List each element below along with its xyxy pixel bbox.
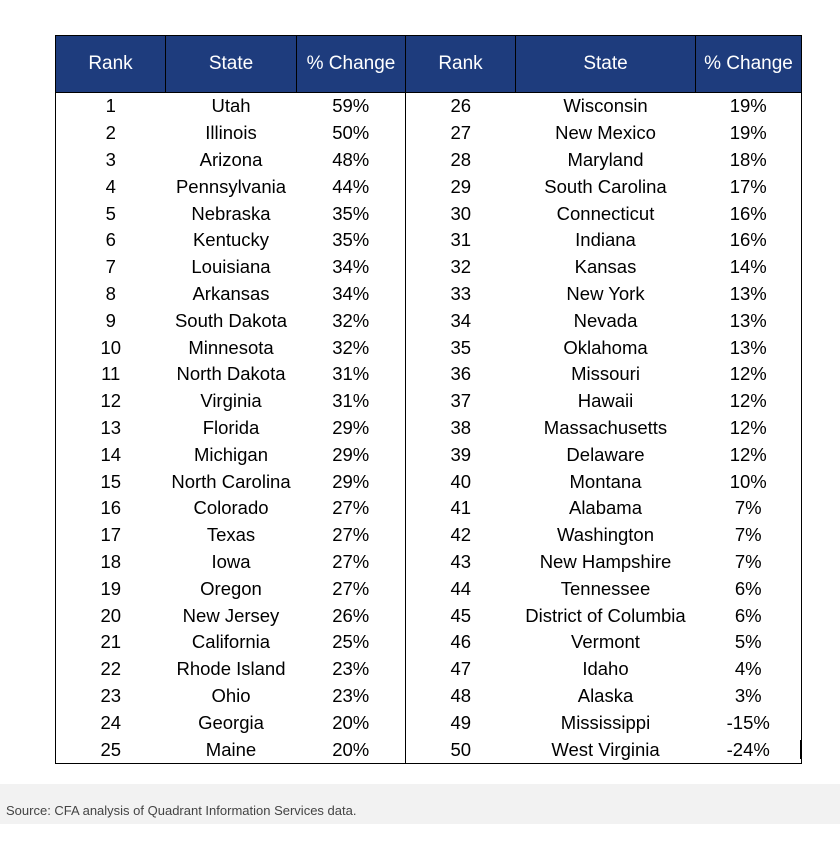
change-cell: 12% [696,388,802,415]
change-cell: 32% [332,309,370,331]
state-cell: Texas [206,524,256,546]
state-cell: California [191,631,271,653]
state-ranking-table-container [55,35,801,759]
table-row [56,549,802,576]
state-cell: North Dakota [176,363,286,385]
rank-cell: 29 [406,173,516,200]
change-cell: 23% [332,658,370,680]
header-state-right: State [516,36,696,93]
rank-cell: 49 [406,709,516,736]
state-cell: Michigan [193,443,269,465]
state-cell: Nevada [573,309,638,331]
table-row [56,575,802,602]
change-cell: 20% [332,711,370,733]
rank-cell: 36 [406,361,516,388]
rank-cell: 22 [56,656,166,683]
change-cell: 34% [332,256,370,278]
rank-cell: 16 [56,495,166,522]
state-cell: Oregon [200,577,262,599]
rank-cell: 7 [56,254,166,281]
table-row [56,120,802,147]
table-row [56,683,802,710]
change-cell: 20% [297,736,406,763]
table-row [56,361,802,388]
header-state-left: State [166,36,297,93]
change-cell: -15% [696,709,802,736]
change-cell: -24% [696,736,802,763]
change-cell: 13% [696,334,802,361]
table-row [56,147,802,174]
state-cell: Ohio [211,684,251,706]
state-cell: North Carolina [171,470,291,492]
change-cell: 34% [332,282,370,304]
change-cell: 32% [332,336,370,358]
change-cell: 10% [696,468,802,495]
change-cell: 17% [696,173,802,200]
state-cell: Tennessee [560,577,651,599]
change-cell: 6% [696,602,802,629]
rank-cell: 50 [406,736,516,763]
rank-cell: 4 [56,173,166,200]
rank-cell: 43 [406,549,516,576]
table-edge-mark [800,740,802,759]
state-cell: Iowa [211,550,251,572]
rank-cell: 42 [406,522,516,549]
state-cell: Kansas [574,256,637,278]
rank-cell: 10 [56,334,166,361]
change-cell: 59% [332,95,370,117]
change-cell: 19% [696,120,802,147]
rank-cell: 18 [56,549,166,576]
rank-cell: 5 [56,200,166,227]
change-cell: 13% [696,281,802,308]
change-cell: 29% [332,443,370,465]
table-row [56,415,802,442]
header-change-left: % Change [297,36,406,93]
state-cell: Alabama [568,497,642,519]
change-cell: 35% [332,229,370,251]
state-cell: Nebraska [191,202,271,224]
state-cell: Pennsylvania [175,175,287,197]
source-note: Source: CFA analysis of Quadrant Information Services data. [6,803,357,818]
table-row [56,334,802,361]
state-cell: Maine [166,736,297,763]
change-cell: 7% [696,522,802,549]
header-change-right: % Change [696,36,802,93]
rank-cell: 38 [406,415,516,442]
rank-cell: 13 [56,415,166,442]
rank-cell: 31 [406,227,516,254]
state-cell: Montana [569,470,642,492]
table-row [56,522,802,549]
state-cell: New Hampshire [539,550,672,572]
change-cell: 19% [696,93,802,120]
rank-cell: 8 [56,281,166,308]
rank-cell: 23 [56,683,166,710]
change-cell: 29% [332,416,370,438]
rank-cell: 34 [406,307,516,334]
rank-cell: 25 [56,736,166,763]
change-cell: 7% [696,549,802,576]
state-cell: Virginia [200,390,262,412]
rank-cell: 40 [406,468,516,495]
state-cell: Georgia [198,711,264,733]
change-cell: 27% [332,550,370,572]
rank-cell: 21 [56,629,166,656]
change-cell: 35% [332,202,370,224]
rank-cell: 41 [406,495,516,522]
change-cell: 50% [332,122,370,144]
rank-cell: 6 [56,227,166,254]
state-cell: Delaware [566,443,645,465]
table-row [56,602,802,629]
rank-cell: 2 [56,120,166,147]
state-cell: Indiana [575,229,636,251]
state-cell: Hawaii [577,390,634,412]
state-cell: New Mexico [555,122,656,144]
change-cell: 7% [696,495,802,522]
rank-cell: 20 [56,602,166,629]
state-cell: Arkansas [192,282,270,304]
state-cell: New Jersey [182,604,280,626]
table-row [56,709,802,736]
rank-cell: 47 [406,656,516,683]
change-cell: 18% [696,147,802,174]
rank-cell: 12 [56,388,166,415]
rank-cell: 45 [406,602,516,629]
change-cell: 12% [696,441,802,468]
rank-cell: 27 [406,120,516,147]
rank-cell: 37 [406,388,516,415]
state-cell: South Dakota [174,309,288,331]
change-cell: 29% [332,470,370,492]
state-cell: Minnesota [188,336,274,358]
state-cell: Idaho [582,658,629,680]
rank-cell: 11 [56,361,166,388]
table-row [56,441,802,468]
table-row [56,656,802,683]
rank-cell: 1 [56,93,166,120]
rank-cell: 32 [406,254,516,281]
table-body [56,93,802,764]
rank-cell: 3 [56,147,166,174]
state-cell: Oklahoma [563,336,648,358]
state-cell: Louisiana [191,256,271,278]
state-cell: West Virginia [516,736,696,763]
change-cell: 5% [696,629,802,656]
change-cell: 12% [696,361,802,388]
state-cell: Kentucky [192,229,270,251]
change-cell: 26% [332,604,370,626]
state-cell: Arizona [199,148,263,170]
change-cell: 16% [696,227,802,254]
state-cell: Vermont [571,631,640,653]
table-row [56,495,802,522]
rank-cell: 24 [56,709,166,736]
table-row [56,254,802,281]
rank-cell: 17 [56,522,166,549]
rank-cell: 44 [406,575,516,602]
rank-cell: 19 [56,575,166,602]
state-cell: Colorado [193,497,269,519]
table-row [56,227,802,254]
change-cell: 27% [332,497,370,519]
state-cell: Massachusetts [543,416,668,438]
change-cell: 31% [332,363,370,385]
rank-cell: 33 [406,281,516,308]
header-rank-left: Rank [56,36,166,93]
change-cell: 14% [696,254,802,281]
header-row [56,36,802,93]
table-row [56,629,802,656]
rank-cell: 14 [56,441,166,468]
change-cell: 44% [332,175,370,197]
state-cell: Connecticut [556,202,655,224]
table-row [56,468,802,495]
rank-cell: 28 [406,147,516,174]
table-row [56,388,802,415]
change-cell: 48% [332,148,370,170]
state-cell: Wisconsin [563,95,648,117]
change-cell: 25% [332,631,370,653]
state-cell: Florida [202,416,260,438]
table-row [56,736,802,763]
table-row [56,307,802,334]
rank-cell: 30 [406,200,516,227]
table-row [56,281,802,308]
state-cell: South Carolina [544,175,667,197]
change-cell: 6% [696,575,802,602]
rank-cell: 48 [406,683,516,710]
table-row [56,93,802,120]
change-cell: 23% [332,684,370,706]
state-ranking-table [55,35,802,764]
state-cell: Missouri [571,363,640,385]
rank-cell: 46 [406,629,516,656]
change-cell: 16% [696,200,802,227]
state-cell: Alaska [577,684,634,706]
change-cell: 4% [696,656,802,683]
state-cell: Illinois [205,122,257,144]
rank-cell: 39 [406,441,516,468]
rank-cell: 9 [56,307,166,334]
change-cell: 13% [696,307,802,334]
state-cell: Maryland [567,148,644,170]
rank-cell: 35 [406,334,516,361]
change-cell: 31% [332,390,370,412]
change-cell: 12% [696,415,802,442]
table-row [56,200,802,227]
rank-cell: 15 [56,468,166,495]
state-cell: Washington [556,524,654,546]
change-cell: 3% [696,683,802,710]
change-cell: 27% [332,577,370,599]
state-cell: Mississippi [560,711,651,733]
change-cell: 27% [332,524,370,546]
state-cell: District of Columbia [525,604,686,626]
state-cell: Rhode Island [176,658,286,680]
state-cell: New York [566,282,645,304]
state-cell: Utah [211,95,251,117]
header-rank-right: Rank [406,36,516,93]
rank-cell: 26 [406,93,516,120]
table-row [56,173,802,200]
